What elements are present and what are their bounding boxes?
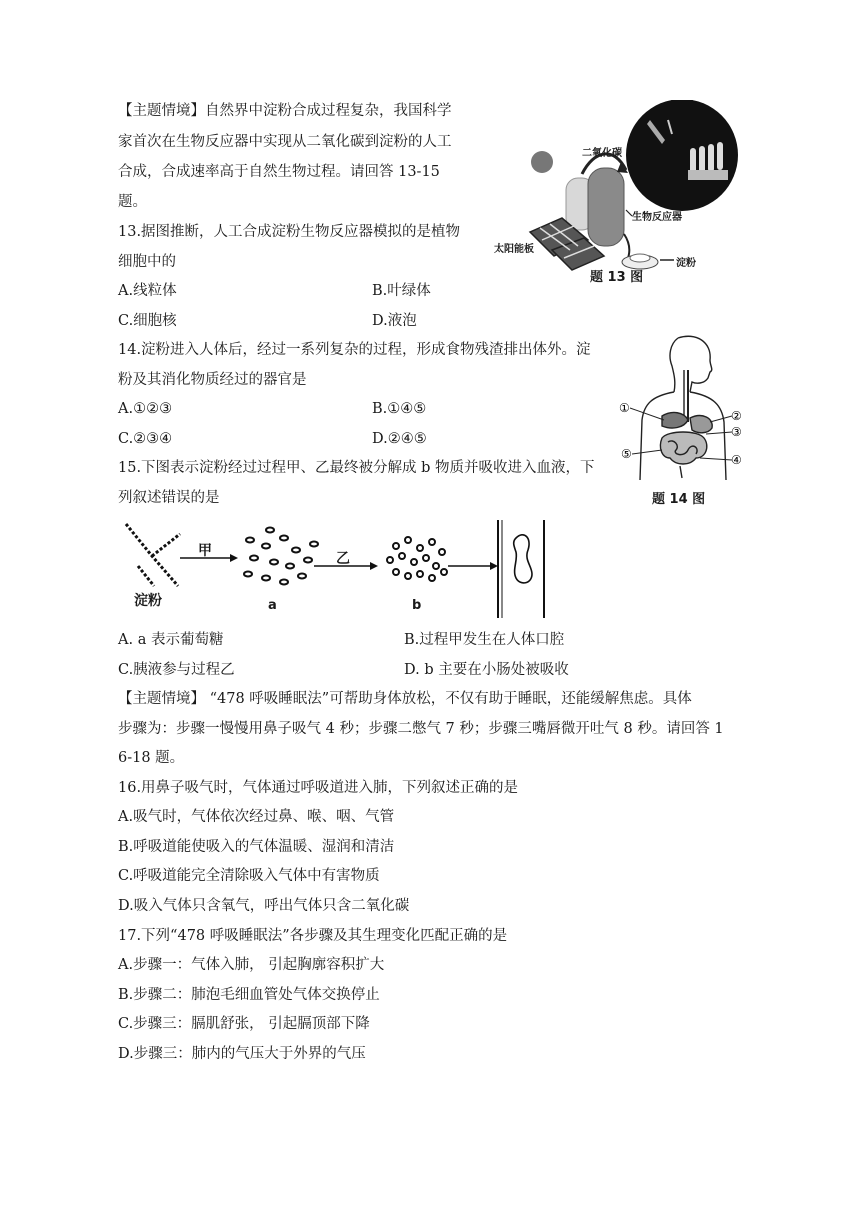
q13-stem-line-1: 13.据图推断，人工合成淀粉生物反应器模拟的是植物 [118,224,461,240]
solar-panel-label: 太阳能板 [494,244,534,255]
q16-option-c: C.呼吸道能完全清除吸入气体中有害物质 [118,868,380,884]
q14-option-a: A.①②③ [118,401,173,417]
marker-1: ① [619,401,630,415]
digestive-system-illustration [618,330,748,485]
maltose-cluster [244,528,318,585]
marker-3: ③ [731,425,742,439]
starch-chain [126,524,180,586]
q15-option-a: A. a 表示葡萄糖 [118,632,224,648]
context2-line-2: 步骤为：步骤一慢慢用鼻子吸气 4 秒；步骤二憋气 7 秒；步骤三嘴唇微开吐气 8 秒。请回答 1 [118,721,724,737]
q17-option-c: C.步骤三：膈肌舒张， 引起膈顶部下降 [118,1016,370,1032]
bioreactor-label: 生物反应器 [632,212,682,223]
q15-option-d: D. b 主要在小肠处被吸收 [404,662,569,678]
q16-option-b: B.呼吸道能使吸入的气体温暖、湿润和清洁 [118,839,395,855]
figure-15 [118,516,558,622]
starch-label-15: 淀粉 [134,593,162,609]
q13-option-d: D.液泡 [372,313,417,329]
context2-line-1: 【主题情境】 “478 呼吸睡眠法”可帮助身体放松，不仅有助于睡眠，还能缓解焦虑。具体 [118,691,692,707]
glucose-cluster [387,537,447,581]
red-blood-cell [514,535,532,583]
q14-stem-line-2: 粉及其消化物质经过的器官是 [118,372,307,388]
figure-13-caption: 题 13 图 [590,270,644,285]
sun-icon [531,151,553,173]
context1-line-2: 家首次在生物反应器中实现从二氧化碳到淀粉的人工 [118,134,452,150]
q13-option-a: A.线粒体 [118,283,177,299]
figure-14 [618,330,748,510]
process-label-1: 甲 [198,543,212,559]
q16-option-d: D.吸入气体只含氧气，呼出气体只含二氧化碳 [118,898,410,914]
marker-2: ② [731,409,742,423]
starch-digestion-diagram [118,516,558,622]
b-label: b [412,598,422,613]
q13-option-b: B.叶绿体 [372,283,431,299]
q16-option-a: A.吸气时，气体依次经过鼻、喉、咽、气管 [118,809,395,825]
q15-option-c: C.胰液参与过程乙 [118,662,235,678]
starch-label: 淀粉 [676,258,696,269]
q14-option-d: D.②④⑤ [372,431,427,447]
co2-label: 二氧化碳 [582,148,622,159]
q17-option-b: B.步骤二：肺泡毛细血管处气体交换停止 [118,987,380,1003]
q15-stem-line-1: 15.下图表示淀粉经过过程甲、乙最终被分解成 b 物质并吸收进入血液，下 [118,460,595,476]
q14-option-c: C.②③④ [118,431,173,447]
q15-stem-line-2: 列叙述错误的是 [118,490,220,506]
reactor-illustration [490,100,745,285]
context2-line-3: 6-18 题。 [118,750,185,766]
marker-4: ④ [731,453,742,467]
q17-option-a: A.步骤一：气体入肺， 引起胸廓容积扩大 [118,957,385,973]
q14-stem-line-1: 14.淀粉进入人体后，经过一系列复杂的过程，形成食物残渣排出体外。淀 [118,342,591,358]
bioreactor-tank [588,168,624,246]
q15-option-b: B.过程甲发生在人体口腔 [404,632,565,648]
q13-stem-line-2: 细胞中的 [118,254,176,270]
figure-13 [490,100,745,285]
figure-14-caption: 题 14 图 [652,492,706,507]
q16-stem: 16.用鼻子吸气时，气体通过呼吸道进入肺，下列叙述正确的是 [118,780,519,796]
q14-option-b: B.①④⑤ [372,401,427,417]
q13-option-c: C.细胞核 [118,313,177,329]
context1-line-3: 合成，合成速率高于自然生物过程。请回答 13-15 [118,164,440,180]
q17-stem: 17.下列“478 呼吸睡眠法”各步骤及其生理变化匹配正确的是 [118,928,508,944]
context1-line-1: 【主题情境】自然界中淀粉合成过程复杂，我国科学 [118,103,452,119]
marker-5: ⑤ [621,447,632,461]
a-label: a [268,598,277,613]
context1-line-4: 题。 [118,194,147,210]
q17-option-d: D.步骤三：肺内的气压大于外界的气压 [118,1046,366,1062]
process-label-2: 乙 [336,551,350,567]
